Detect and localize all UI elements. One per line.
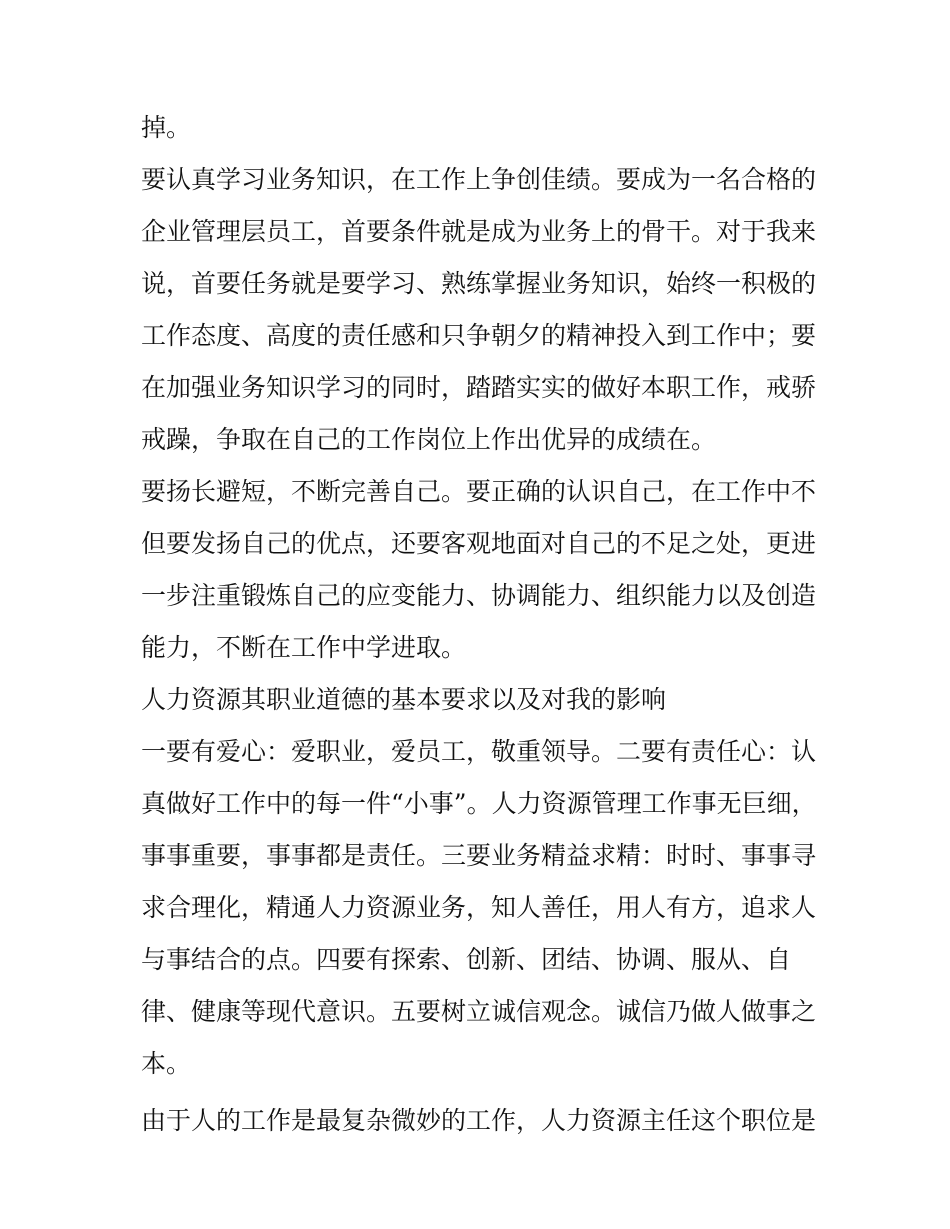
text-line: 求合理化，精通人力资源业务，知人善任，用人有方，追求人 (141, 893, 817, 922)
text-line: 戒躁，争取在自己的工作岗位上作出优异的成绩在。 (141, 425, 717, 454)
text-line: 工作态度、高度的责任感和只争朝夕的精神投入到工作中；要 (141, 321, 817, 350)
text-line: 掉。 (141, 113, 192, 142)
text-line: 在加强业务知识学习的同时，踏踏实实的做好本职工作，戒骄 (141, 373, 817, 402)
text-line: 真做好工作中的每一件“小事”。人力资源管理工作事无巨细， (141, 789, 817, 818)
text-line: 要认真学习业务知识，在工作上争创佳绩。要成为一名合格的 (141, 165, 817, 194)
text-line: 由于人的工作是最复杂微妙的工作，人力资源主任这个职位是 (141, 1106, 817, 1135)
text-line: 与事结合的点。四要有探索、创新、团结、协调、服从、自 (141, 945, 792, 974)
text-line: 能力，不断在工作中学进取。 (141, 633, 467, 662)
document-body (141, 108, 821, 1153)
text-line: 律、健康等现代意识。五要树立诚信观念。诚信乃做人做事之 (141, 997, 817, 1026)
text-line: 一步注重锻炼自己的应变能力、协调能力、组织能力以及创造 (141, 581, 817, 610)
text-line: 说，首要任务就是要学习、熟练掌握业务知识，始终一积极的 (141, 269, 817, 298)
text-line: 但要发扬自己的优点，还要客观地面对自己的不足之处，更进 (141, 529, 817, 558)
text-line: 本。 (141, 1049, 192, 1078)
text-line: 事事重要，事事都是责任。三要业务精益求精：时时、事事寻 (141, 841, 817, 870)
section-heading: 人力资源其职业道德的基本要求以及对我的影响 (141, 685, 667, 714)
text-line: 要扬长避短，不断完善自己。要正确的认识自己，在工作中不 (141, 477, 817, 506)
text-line: 企业管理层员工，首要条件就是成为业务上的骨干。对于我来 (141, 217, 817, 246)
text-line: 一要有爱心：爱职业，爱员工，敬重领导。二要有责任心：认 (141, 737, 817, 766)
